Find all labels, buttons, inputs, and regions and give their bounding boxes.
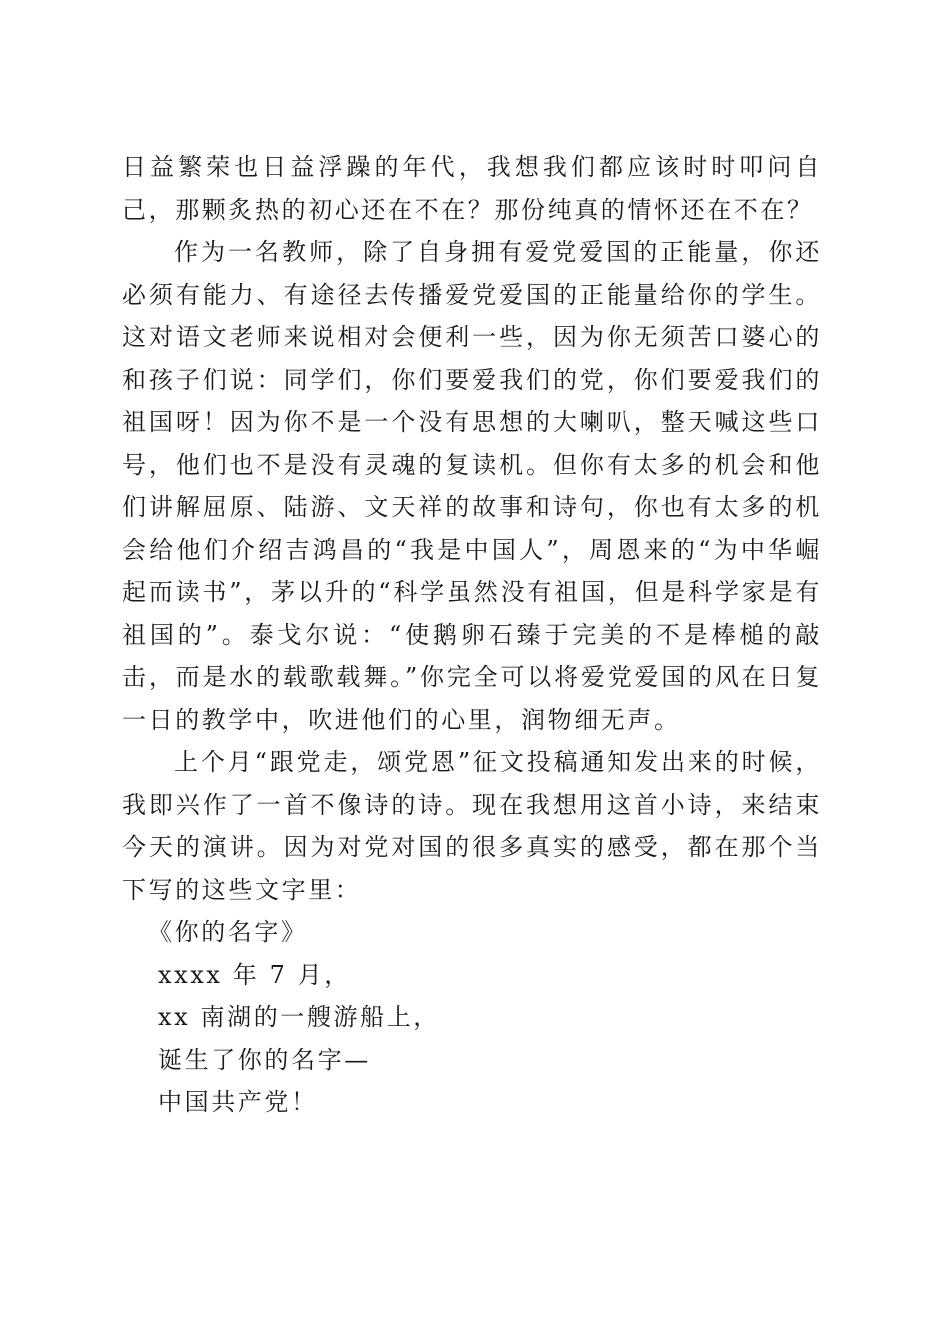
poem-line-2: xx 南湖的一艘游船上， [158, 1003, 440, 1031]
poem-line-4: 中国共产党！ [158, 1088, 318, 1116]
poem [122, 911, 822, 1124]
poem-title: 《你的名字》 [148, 918, 308, 946]
document-page [122, 146, 822, 1124]
poem-line-3: 诞生了你的名字— [158, 1045, 371, 1074]
paragraph-3: 上个月“跟党走，颂党恩”征文投稿通知发出来的时候，我即兴作了一首不像诗的诗。现在我想用这首小诗，来结束今天的演讲。因为对党对国的很多真实的感受，都在那个当下写的这些文字里： [122, 748, 822, 904]
poem-line-1: xxxx 年 7 月， [158, 960, 351, 989]
paragraph-1: 日益繁荣也日益浮躁的年代，我想我们都应该时时叩问自己，那颗炙热的初心还在不在？那份纯真的情怀还在不在？ [122, 153, 822, 224]
paragraph-2: 作为一名教师，除了自身拥有爱党爱国的正能量，你还必须有能力、有途径去传播爱党爱国的正能量给你的学生。这对语文老师来说相对会便利一些，因为你无须苦口婆心的和孩子们说：同学们，你们要爱我们的党，你们要爱我们的祖国呀！因为你不是一个没有思想的大喇叭，整天喊这些口号，他们也不是没有灵魂的复读机。但你有太多的机会和他们讲解屈原、陆游、文天祥的故事和诗句，你也有太多的机会给他们介绍吉鸿昌的“我是中国人”，周恩来的“为中华崛起而读书”，茅以升的“科学虽然没有祖国，但是科学家是有祖国的”。泰戈尔说：“使鹅卵石臻于完美的不是棒槌的敲击，而是水的载歌载舞。”你完全可以将爱党爱国的风在日复一日的教学中，吹进他们的心里，润物细无声。 [122, 238, 822, 734]
